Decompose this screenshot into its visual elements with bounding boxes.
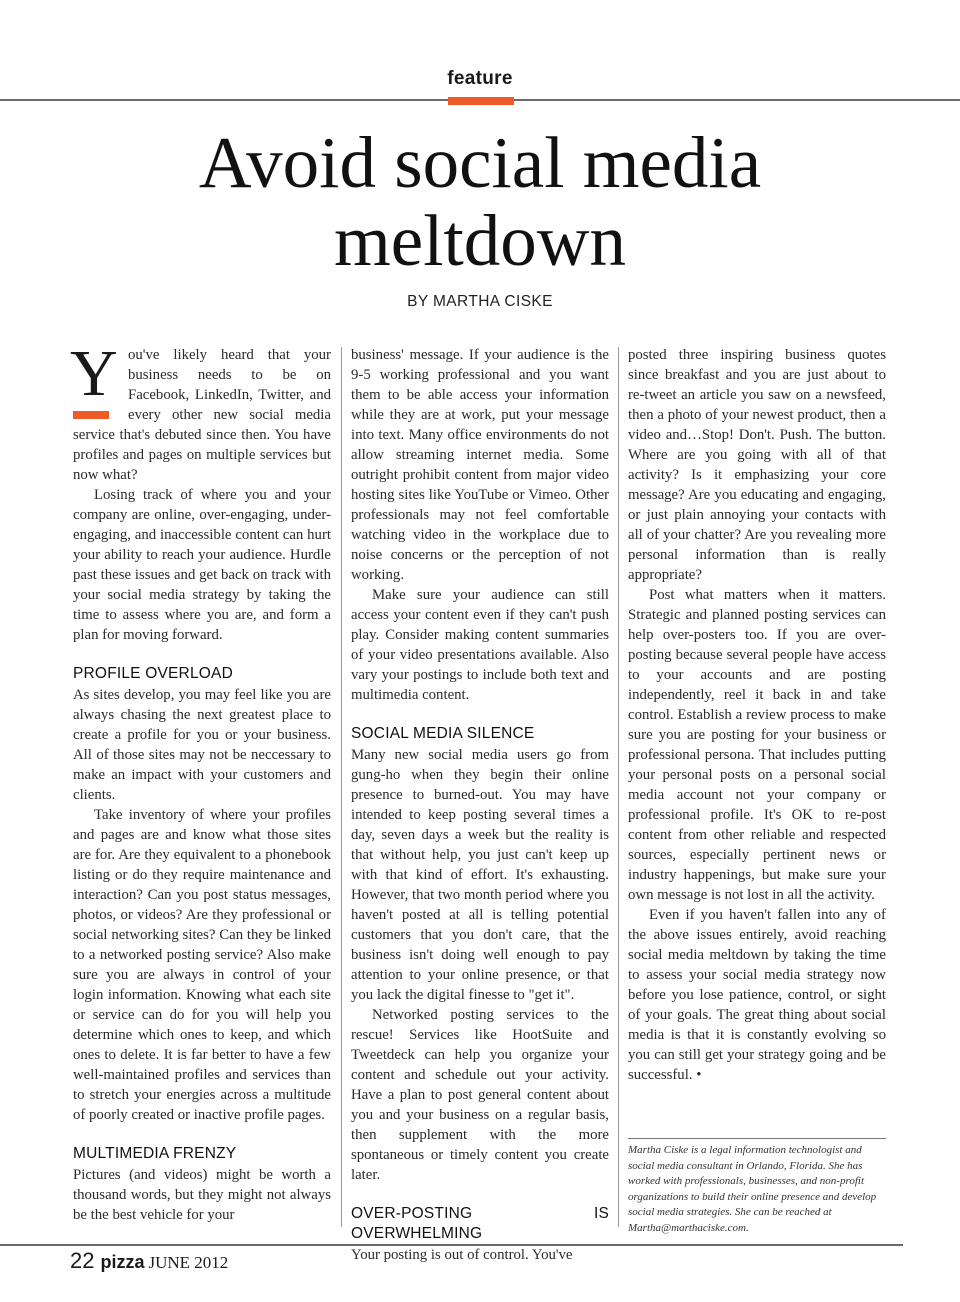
article-title: [0, 124, 960, 280]
paragraph: As sites develop, you may feel like you are always chasing the next greatest place to create a profile for you or your business. All of those sites may not be neccessary to make an impact with your customers and clients.: [73, 687, 331, 803]
magazine-name: pizza: [100, 1252, 145, 1272]
paragraph: Your posting is out of control. You've: [351, 1247, 573, 1263]
article-title-line-1: Avoid social media: [198, 122, 762, 203]
author-bio: Martha Ciske is a legal information technologist and social media consultant in Orlando, Florida. She has worked with professionals, businesses, and non-profit organizations to build their online presence and develop social media strategies. She can be reached at Martha@marthaciske.com.: [628, 1144, 877, 1234]
paragraph: ou've likely heard that your business needs to be on Facebook, LinkedIn, Twitter, and every other new social media service that's debuted since then. You have profiles and pages on multiple services but now what?: [73, 347, 331, 483]
article-column-1: [70, 337, 331, 1230]
section-label: feature: [447, 68, 513, 89]
subhead-social-media-silence: SOCIAL MEDIA SILENCE: [351, 725, 535, 742]
section-accent-bar: [448, 97, 514, 105]
paragraph: Losing track of where you and your company are online, over-engaging, under-engaging, and inaccessible content can hurt your ability to reach your audience. Hurdle past these issues and get back on track with your social media strategy by taking the time to assess where you are, and form a plan for moving forward.: [73, 487, 331, 643]
paragraph: Networked posting services to the rescue! Services like HootSuite and Tweetdeck can help you organize your content and schedule out your activity. Have a plan to post general content about you and your business on a regular basis, then supplement with the more spontaneous or timely content you create later.: [351, 1007, 609, 1183]
subhead-multimedia-frenzy: MULTIMEDIA FRENZY: [73, 1145, 237, 1162]
footer-rule: [0, 1244, 903, 1246]
drop-cap: Y: [70, 337, 118, 410]
article-column-2: [351, 345, 609, 1263]
drop-cap-accent-bar: [73, 411, 109, 419]
paragraph: Even if you haven't fallen into any of the above issues entirely, avoid reaching social media meltdown by taking the time to assess your social media strategy now before you lose patience, control, or sight of your goals. The great thing about social media is that it is constantly evolving so you can still get your strategy going and be successful. •: [628, 907, 886, 1083]
subhead-profile-overload: PROFILE OVERLOAD: [73, 665, 233, 682]
folio: [70, 1248, 228, 1274]
issue-date: JUNE 2012: [148, 1253, 229, 1272]
bio-rule: [628, 1138, 886, 1139]
paragraph: business' message. If your audience is the 9-5 working professional and you want them to be able access your information while they are at work, put your message into text. Many office environments do not allow streaming internet media. Some outright prohibit content from major video hosting sites like YouTube or Vimeo. Other professionals may not feel comfortable watching video in the workplace due to noise concerns or the perception of not working.: [351, 347, 609, 583]
article-title-line-2: meltdown: [334, 200, 626, 281]
byline: BY MARTHA CISKE: [407, 293, 553, 310]
paragraph: posted three inspiring business quotes since breakfast and you are just about to re-tweet an article you saw on a newsfeed, then a photo of your newest product, then a video and…Stop! Don't. Push. The button. Where are you going with all of that activity? Is it emphasizing your core message? Are you educating and engaging, or just plain annoying your contacts with all of your chatter? Are you revealing more personal information than is really appropriate?: [628, 347, 886, 583]
column-divider: [618, 347, 619, 1227]
paragraph: Post what matters when it matters. Strategic and planned posting services can help over-posters too. If you are over-posting because several people have access to your accounts and are posting independently, reel it back in and take control. Establish a review process to make sure you are posting for your business or professional persona. That includes putting your personal posts on a personal social media account not your company or professional profile. It's OK to re-post content from other reliable and respected sources, especially pertinent news or industry happenings, but make sure your own message is not lost in all the activity.: [628, 587, 886, 903]
paragraph: Pictures (and videos) might be worth a thousand words, but they might not always be the best vehicle for your: [73, 1167, 331, 1223]
column-divider: [341, 347, 342, 1227]
paragraph: Take inventory of where your profiles and pages are and know what those sites are for. Are they equivalent to a phonebook listing or do they require maintenance and interaction? Can you post status messages, photos, or videos? Are they professional or social networking sites? Can they be linked to a networked posting service? Also make sure you are always in control of your login information. Knowing what each site or service can do for you will help you determine which ones to keep, and which ones to delete. It is far better to have a few well-maintained profiles and services than to stretch your energies across a multitude of poorly created or inactive profile pages.: [73, 807, 331, 1123]
paragraph: Make sure your audience can still access your content even if they can't push play. Consider making content summaries of your video presentations available. Also vary your postings to include both text and multimedia content.: [351, 587, 609, 703]
paragraph: Many new social media users go from gung-ho when they begin their online presence to burned-out. You may have intended to keep posting several times a day, seven days a week but the reality is that without help, you just can't keep up with that kind of effort. It's exhausting. However, that two month period where you haven't posted at all is telling potential customers that you don't care, that the business isn't doing well enough to pay attention to your online presence, or that you lack the digital finesse to "get it".: [351, 747, 609, 1003]
drop-cap-block: [70, 337, 123, 417]
subhead-over-posting: OVER-POSTING IS OVERWHELMING: [351, 1205, 609, 1242]
page-number: 22: [70, 1248, 95, 1273]
article-column-3: [628, 345, 886, 1230]
